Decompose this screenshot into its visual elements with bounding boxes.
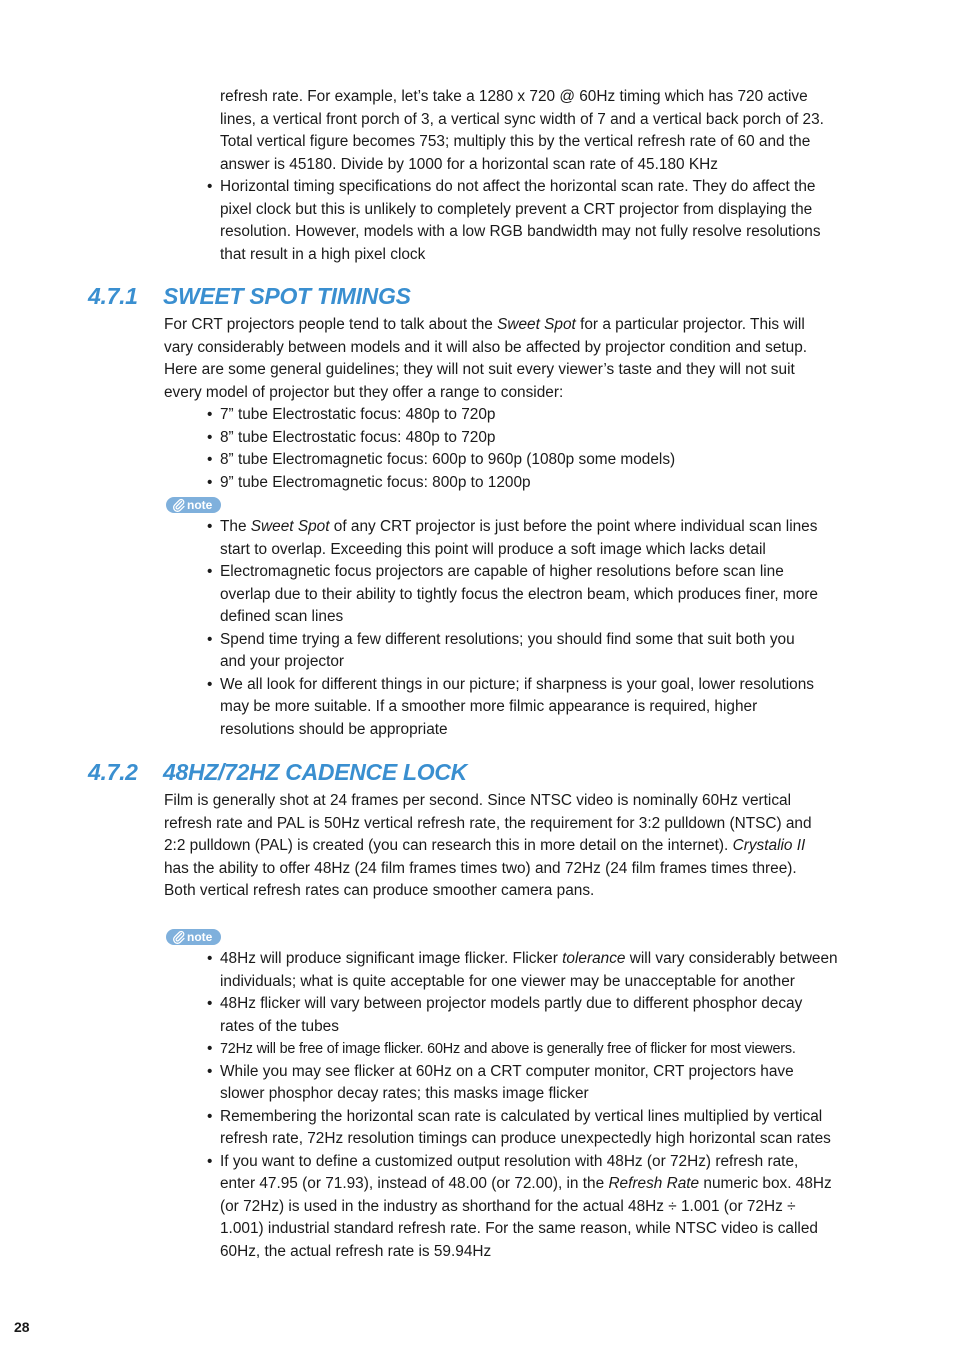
- text-line: and your projector: [220, 653, 345, 670]
- text-span: For CRT projectors people tend to talk about the: [164, 316, 498, 333]
- section-title: 48HZ/72HZ CADENCE LOCK: [163, 759, 467, 785]
- text-span: enter 47.95 (or 71.93), instead of 48.00 (or 72.00), in the: [220, 1175, 609, 1192]
- text-line: Total vertical figure becomes 753; multiply this by the vertical refresh rate of 60 and the: [220, 133, 811, 150]
- text-line: [220, 516, 864, 539]
- text-line: • Electromagnetic focus projectors are capable of higher resolutions before scan line: [220, 563, 784, 580]
- list-item: • 8” tube Electromagnetic focus: 600p to 960p (1080p some models): [164, 449, 864, 472]
- intro-block: [164, 86, 864, 266]
- text-line: 60Hz, the actual refresh rate is 59.94Hz: [220, 1242, 492, 1260]
- italic-term: Crystalio II: [732, 837, 806, 854]
- text-line: [220, 948, 864, 971]
- text-line: answer is 45180. Divide by 1000 for a horizontal scan rate of 45.180 KHz: [220, 155, 718, 173]
- text-line: slower phosphor decay rates; this masks image flicker: [220, 1085, 589, 1102]
- italic-term: Sweet Spot: [250, 518, 330, 535]
- section-heading-4-7-2: [88, 758, 467, 786]
- list-item: [164, 993, 864, 1038]
- italic-term: Sweet Spot: [497, 316, 576, 333]
- list-item: • 7” tube Electrostatic focus: 480p to 720p: [164, 404, 864, 427]
- paragraph-line: [164, 835, 864, 858]
- note-badge: [166, 929, 221, 945]
- text-line: refresh rate, 72Hz resolution timings can produce unexpectedly high horizontal scan rates: [220, 1130, 831, 1147]
- list-item: [164, 516, 864, 561]
- text-line: • Remembering the horizontal scan rate is calculated by vertical lines multiplied by vertical: [220, 1107, 823, 1125]
- paperclip-icon: [172, 930, 186, 944]
- section1-body: [164, 314, 864, 494]
- text-span: will vary considerably between: [625, 950, 838, 967]
- tube-focus-list: [164, 404, 864, 494]
- text-line: resolutions should be appropriate: [220, 720, 448, 738]
- text-line: (or 72Hz) is used in the industry as shorthand for the actual 48Hz ÷ 1.001 (or 72Hz ÷: [220, 1197, 796, 1215]
- paragraph-line: has the ability to offer 48Hz (24 film frames times two) and 72Hz (24 film frames times three).: [164, 859, 797, 877]
- text-line: lines, a vertical front porch of 3, a vertical sync width of 7 and a vertical back porch of 23.: [220, 110, 824, 128]
- paragraph-line: Both vertical refresh rates can produce smoother camera pans.: [164, 882, 595, 899]
- list-item: [164, 1038, 864, 1061]
- text-span: 48Hz will produce significant image flicker. Flicker: [220, 950, 563, 967]
- text-line: that result in a high pixel clock: [220, 245, 426, 263]
- list-item: [164, 1106, 864, 1151]
- text-line: • If you want to define a customized output resolution with 48Hz (or 72Hz) refresh rate,: [220, 1152, 799, 1170]
- list-item: [164, 1151, 864, 1264]
- text-line: 1.001) industrial standard refresh rate. For the same reason, while NTSC video is called: [220, 1220, 818, 1237]
- note-badge: [166, 497, 221, 513]
- text-line: may be more suitable. If a smoother more filmic appearance is required, higher: [220, 698, 758, 715]
- section-title: SWEET SPOT TIMINGS: [163, 283, 411, 309]
- list-item: • 9” tube Electromagnetic focus: 800p to 1200p: [164, 472, 864, 495]
- page-number: 28: [14, 1319, 30, 1335]
- text-line: • Horizontal timing specifications do not affect the horizontal scan rate. They do affect the: [220, 178, 816, 195]
- text-line: • 72Hz will be free of image flicker. 60Hz and above is generally free of flicker for most viewers.: [220, 1041, 796, 1057]
- list-item: [164, 1061, 864, 1106]
- text-line: rates of the tubes: [220, 1017, 339, 1035]
- paragraph-line: refresh rate and PAL is 50Hz vertical refresh rate, the requirement for 3:2 pulldown (NTSC) and: [164, 814, 812, 832]
- list-item: [164, 674, 864, 742]
- section2-notes: [164, 948, 864, 1263]
- paragraph-line: vary considerably between models and it will also be affected by projector condition and setup.: [164, 338, 808, 356]
- section1-notes: [164, 516, 864, 741]
- section-number: 4.7.1: [88, 283, 138, 309]
- list-item: [164, 948, 864, 993]
- list-item: [164, 176, 864, 266]
- text-span: The: [220, 518, 251, 535]
- text-line: defined scan lines: [220, 608, 344, 625]
- italic-term: tolerance: [562, 950, 626, 967]
- text-span: 2:2 pulldown (PAL) is created (you can research this in more detail on the internet).: [164, 837, 733, 854]
- italic-term: Refresh Rate: [608, 1175, 700, 1192]
- text-line: [220, 1173, 864, 1196]
- paperclip-icon: [172, 498, 186, 512]
- text-span: of any CRT projector is just before the point where individual scan lines: [329, 518, 818, 535]
- list-item: • 8” tube Electrostatic focus: 480p to 720p: [164, 427, 864, 450]
- text-span: for a particular projector. This will: [575, 316, 805, 333]
- paragraph-line: Film is generally shot at 24 frames per second. Since NTSC video is nominally 60Hz vertical: [164, 792, 791, 809]
- list-item: [164, 629, 864, 674]
- intro-continuation: [164, 86, 864, 176]
- note-label: note: [187, 498, 213, 512]
- text-line: individuals; what is quite acceptable for one viewer may be unacceptable for another: [220, 972, 795, 990]
- text-line: • 48Hz flicker will vary between projector models partly due to different phosphor decay: [220, 995, 803, 1012]
- paragraph-line: [164, 314, 864, 337]
- paragraph-line: Here are some general guidelines; they will not suit every viewer’s taste and they will not suit: [164, 361, 795, 378]
- paragraph-line: every model of projector but they offer a range to consider:: [164, 383, 564, 401]
- section-number: 4.7.2: [88, 759, 138, 785]
- text-line: resolution. However, models with a low RGB bandwidth may not fully resolve resolutions: [220, 223, 821, 240]
- text-line: pixel clock but this is unlikely to completely prevent a CRT projector from displaying the: [220, 200, 813, 218]
- section-heading-4-7-1: [88, 282, 411, 310]
- text-line: • While you may see flicker at 60Hz on a CRT computer monitor, CRT projectors have: [220, 1062, 794, 1080]
- section2-body: [164, 790, 864, 903]
- note-label: note: [187, 930, 213, 944]
- list-item: [164, 561, 864, 629]
- text-line: start to overlap. Exceeding this point will produce a soft image which lacks detail: [220, 540, 766, 558]
- text-span: numeric box. 48Hz: [699, 1175, 832, 1192]
- text-line: • We all look for different things in our picture; if sharpness is your goal, lower resolutions: [220, 675, 814, 693]
- text-line: overlap due to their ability to tightly focus the electron beam, which produces finer, more: [220, 585, 818, 603]
- text-line: • Spend time trying a few different resolutions; you should find some that suit both you: [220, 630, 795, 648]
- text-line: refresh rate. For example, let’s take a 1280 x 720 @ 60Hz timing which has 720 active: [220, 88, 808, 105]
